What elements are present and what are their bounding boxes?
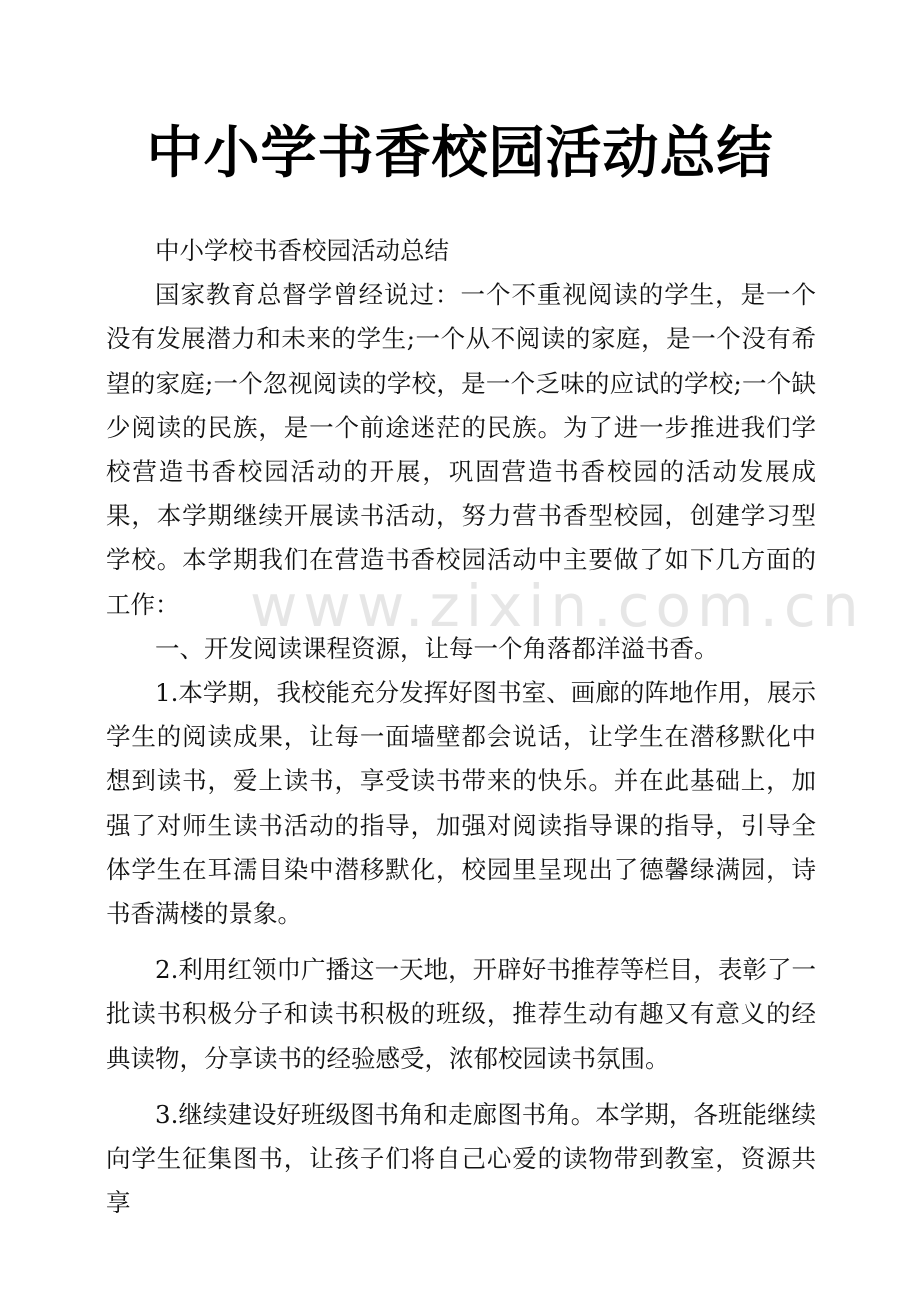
subtitle-paragraph: 中小学校书香校园活动总结 (155, 236, 449, 265)
document-title: 中小学书香校园活动总结 (146, 121, 774, 186)
item-paragraph-3: 3.继续建设好班级图书角和走廊图书角。本学期，各班能继续向学生征集图书，让孩子们将自己心爱的读物带到教室，资源共享 (106, 1099, 816, 1218)
section-heading-1: 一、开发阅读课程资源，让每一个角落都洋溢书香。 (155, 633, 719, 663)
watermark: www.zixin.com.cn (250, 572, 865, 640)
item-paragraph-1: 1.本学期，我校能充分发挥好图书室、画廊的阵地作用，展示学生的阅读成果，让每一面墙壁都会说话，让学生在潜移默化中想到读书，爱上读书，享受读书带来的快乐。并在此基础上，加强了对师生读书活动的指导，加强对阅读指导课的指导，引导全体学生在耳濡目染中潜移默化，校园里呈现出了德馨绿满园，诗书香满楼的景象。 (106, 678, 816, 929)
document-body (106, 229, 816, 1225)
intro-paragraph: 国家教育总督学曾经说过：一个不重视阅读的学生，是一个没有发展潜力和未来的学生;一个从不阅读的家庭，是一个没有希望的家庭;一个忽视阅读的学校，是一个乏味的应试的学校;一个缺少阅读的民族，是一个前途迷茫的民族。为了进一步推进我们学校营造书香校园活动的开展，巩固营造书香校园的活动发展成果，本学期继续开展读书活动，努力营书香型校园，创建学习型学校。本学期我们在营造书香校园活动中主要做了如下几方面的工作： (106, 280, 816, 619)
item-paragraph-2: 2.利用红领巾广播这一天地，开辟好书推荐等栏目，表彰了一批读书积极分子和读书积极的班级，推荐生动有趣又有意义的经典读物，分享读书的经验感受，浓郁校园读书氛围。 (106, 955, 816, 1073)
